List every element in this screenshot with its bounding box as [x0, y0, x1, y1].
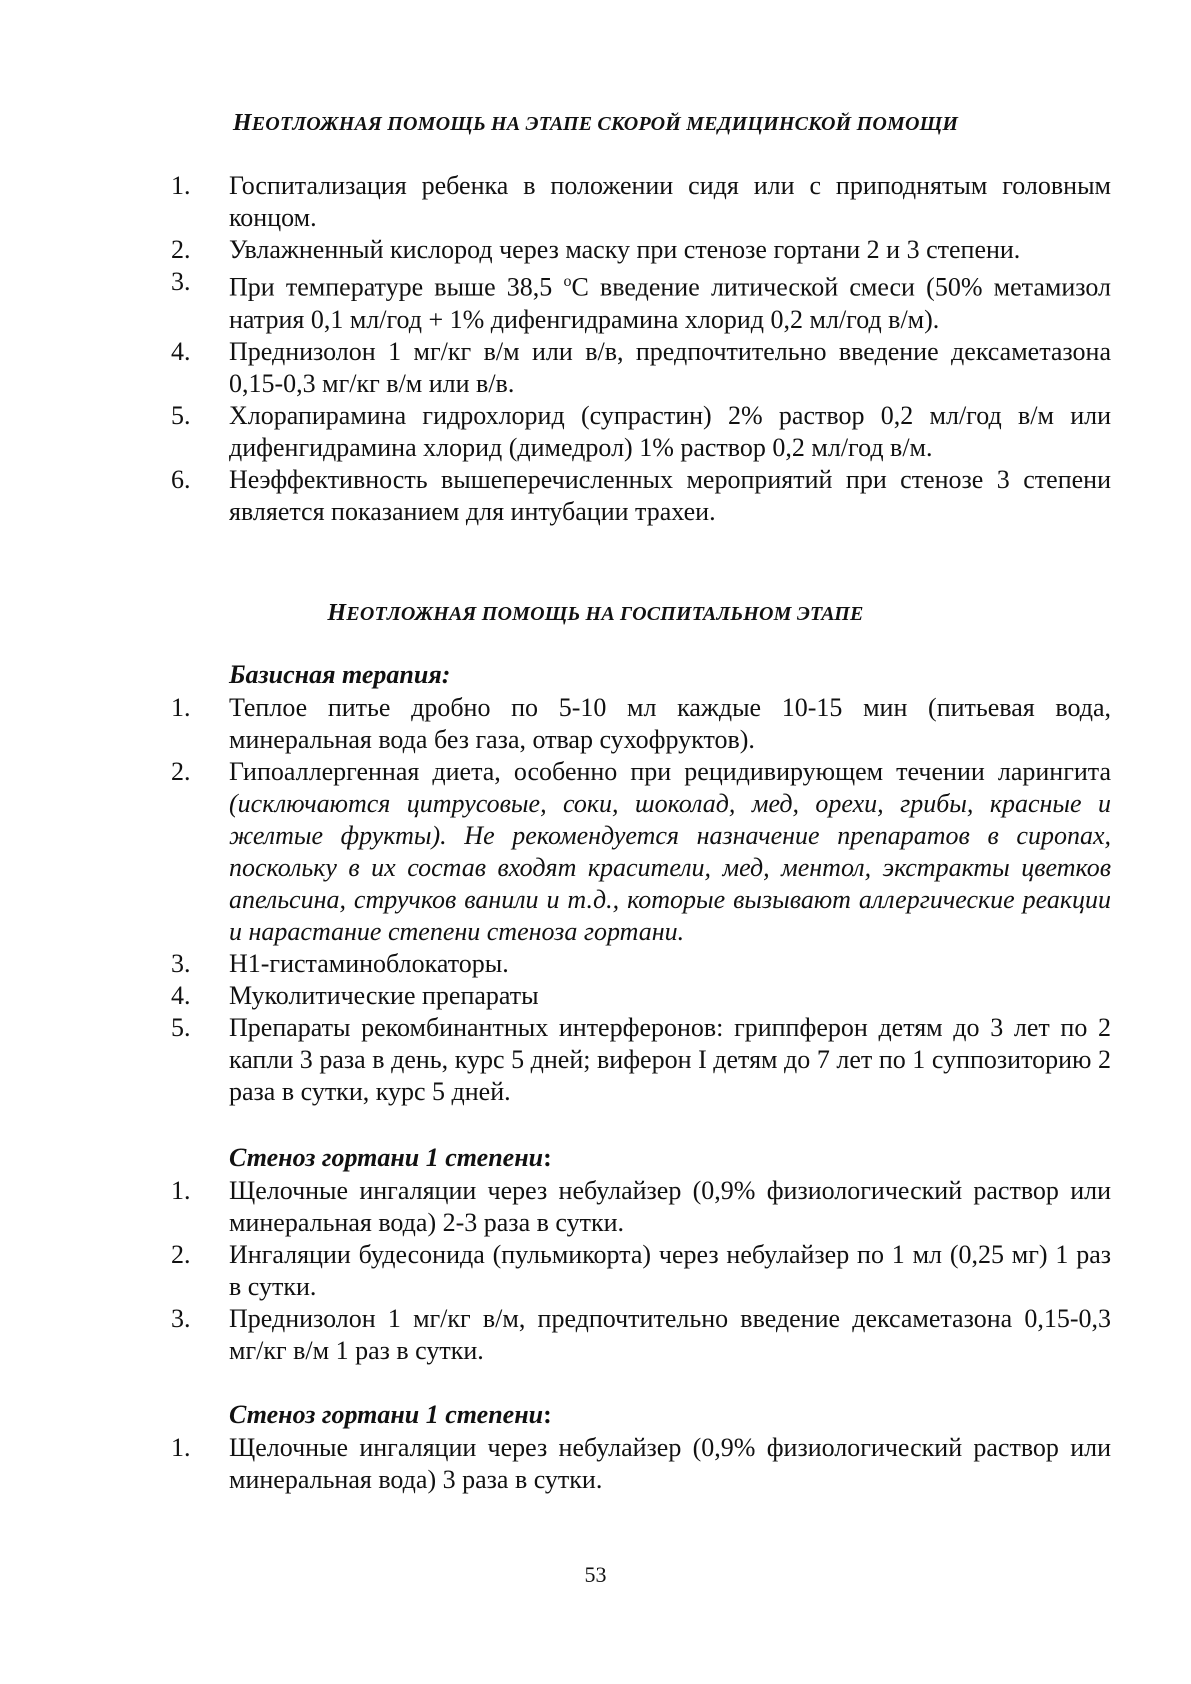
- item-number: 6.: [171, 464, 191, 494]
- item-number: 4.: [171, 336, 191, 366]
- heading-initial: Н: [232, 110, 252, 136]
- list-item: [0, 1303, 1111, 1367]
- list-item: [0, 1012, 1111, 1108]
- ambulance-care-list: [0, 170, 1191, 528]
- list-item: [0, 1175, 1111, 1239]
- item-text: Хлорапирамина гидрохлорид (супрастин) 2% раствор 0,2 мл/год в/м или дифенгидрамина хлорид (димедрол) 1% раствор 0,2 мл/год в/м.: [229, 400, 1111, 462]
- item-text: Преднизолон 1 мг/кг в/м, предпочтительно введение дексаметазона 0,15-0,3 мг/кг в/м 1 раз в сутки.: [229, 1304, 1111, 1365]
- stenosis-title-text: Стеноз гортани 1 степени: [229, 1400, 544, 1429]
- stenosis-title-colon: :: [543, 1400, 552, 1429]
- stenosis-1-list: [0, 1175, 1191, 1367]
- item-number: 1.: [171, 1176, 191, 1205]
- item-number: 2.: [171, 235, 191, 264]
- item-number: 3.: [171, 267, 191, 296]
- list-item: [0, 756, 1111, 948]
- section-heading-hospital: [0, 600, 1191, 627]
- page-number: 53: [584, 1562, 607, 1587]
- item-number: 1.: [171, 1433, 191, 1462]
- list-item: [0, 1239, 1111, 1303]
- stenosis-1-title: [229, 1143, 552, 1173]
- degree-sup: о: [563, 273, 572, 290]
- item-text: Муколитические препараты: [229, 981, 539, 1010]
- list-item: [0, 464, 1111, 528]
- item-text: Препараты рекомбинантных интерферонов: гриппферон детям до 3 лет по 2 капли 3 раза в день, курс 5 дней; виферон I детям до 7 лет по 1 суппозиторию 2 раза в сутки, курс 5 дней.: [229, 1013, 1111, 1106]
- list-item: [0, 234, 1111, 266]
- item-text-italic: (исключаются цитрусовые, соки, шоколад, мед, орехи, грибы, красные и желтые фрукты). Не рекомендуется назначение препаратов в сиропах, поскольку в их состав входят красители, мед, ментол, экстракты цветков апельсина, стручков ванили и т.д., которые вызывают аллергические реакции и нарастание степени стеноза гортани.: [229, 789, 1111, 946]
- item-number: 5.: [171, 1013, 191, 1042]
- item-number: 5.: [171, 400, 191, 430]
- item-number: 2.: [171, 1240, 191, 1269]
- stenosis-title-text: Стеноз гортани 1 степени: [229, 1143, 544, 1172]
- heading-initial: Н: [327, 600, 347, 626]
- item-number: 3.: [171, 949, 191, 978]
- item-text: Неэффективность вышеперечисленных мероприятий при стенозе 3 степени является показанием для интубации трахеи.: [229, 464, 1111, 526]
- list-item: [0, 692, 1111, 756]
- item-text: Ингаляции будесонида (пульмикорта) через небулайзер по 1 мл (0,25 мг) 1 раз в сутки.: [229, 1240, 1111, 1301]
- heading-text: ЕОТЛОЖНАЯ ПОМОЩЬ НА ГОСПИТАЛЬНОМ ЭТАПЕ: [346, 603, 864, 625]
- list-item: [0, 980, 1111, 1012]
- item-text: Теплое питье дробно по 5-10 мл каждые 10-15 мин (питьевая вода, минеральная вода без газа, отвар сухофруктов).: [229, 693, 1111, 754]
- list-item: [0, 266, 1111, 336]
- basic-therapy-list: [0, 692, 1191, 1108]
- list-item: [0, 400, 1111, 464]
- item-text: Увлажненный кислород через маску при стенозе гортани 2 и 3 степени.: [229, 235, 1021, 264]
- list-item: [0, 170, 1111, 234]
- item-number: 1.: [171, 171, 191, 200]
- item-text: Щелочные ингаляции через небулайзер (0,9% физиологический раствор или минеральная вода) 2-3 раза в сутки.: [229, 1176, 1111, 1237]
- item-number: 1.: [171, 693, 191, 722]
- list-item: [0, 336, 1111, 400]
- heading-text: ЕОТЛОЖНАЯ ПОМОЩЬ НА ЭТАПЕ СКОРОЙ МЕДИЦИНСКОЙ ПОМОЩИ: [251, 113, 959, 135]
- item-text-a: При температуре выше 38,5: [229, 272, 564, 302]
- item-text: Преднизолон 1 мг/кг в/м или в/в, предпочтительно введение дексаметазона 0,15-0,3 мг/кг в/м или в/в.: [229, 336, 1111, 398]
- stenosis-1b-list: [0, 1432, 1191, 1496]
- list-item: [0, 948, 1111, 980]
- list-item: [0, 1432, 1111, 1496]
- basic-therapy-title: Базисная терапия:: [229, 660, 451, 689]
- item-text: Щелочные ингаляции через небулайзер (0,9% физиологический раствор или минеральная вода) 3 раза в сутки.: [229, 1433, 1111, 1494]
- item-text: Н1-гистаминоблокаторы.: [229, 949, 509, 978]
- item-text-b: С введение литической смеси (50% метамизол натрия 0,1 мл/год + 1% дифенгидрамина хлорид 0,2 мл/год в/м).: [229, 272, 1111, 334]
- item-text-a: Гипоаллергенная диета, особенно при рецидивирующем течении ларингита: [229, 757, 1111, 786]
- item-number: 4.: [171, 981, 191, 1010]
- stenosis-title-colon: :: [543, 1143, 552, 1172]
- item-number: 2.: [171, 757, 191, 786]
- section-heading-ambulance: [0, 110, 1191, 137]
- stenosis-1b-title: [229, 1400, 552, 1430]
- item-text: Госпитализация ребенка в положении сидя или с приподнятым головным концом.: [229, 171, 1111, 232]
- item-number: 3.: [171, 1304, 191, 1333]
